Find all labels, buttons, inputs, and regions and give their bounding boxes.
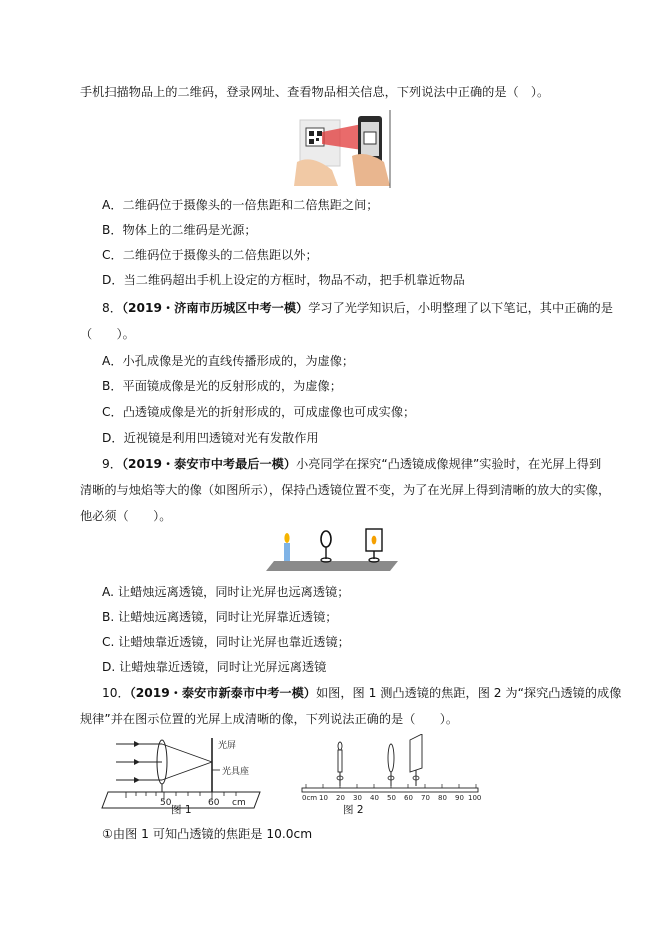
fig2-caption: 图 2 [343,804,364,816]
fig2-tick-50: 50 [387,794,396,802]
fig1-tick-50: 50 [160,798,172,808]
q10-stem-text: 如图，图 1 测凸透镜的焦距，图 2 为“探究凸透镜的成像 [315,686,622,700]
fig1-screen-label: 光屏 [218,741,237,751]
q9-stem [102,456,601,472]
q10-source: （2019・泰安市新泰市中考一模） [129,686,316,700]
q8-option-a: A．小孔成像是光的直线传播形成的，为虚像； [102,354,355,368]
q8-option-c: C．凸透镜成像是光的折射形成的，可成虚像也可成实像； [102,405,416,419]
q8-stem-line2: （ ）。 [80,327,135,341]
q8-stem-text: 学习了光学知识后，小明整理了以下笔记，其中正确的是 [308,301,613,315]
q7-option-c: C．二维码位于摄像头的二倍焦距以外； [102,248,318,262]
fig2-tick-100: 100 [468,794,482,802]
fig1-tick-cm: cm [232,798,246,808]
fig2-tick-20: 20 [336,794,345,802]
q10-stem-line2: 规律”并在图示位置的光屏上成清晰的像，下列说法正确的是（ ）。 [80,712,459,726]
phone-qr-scan-image [292,110,392,188]
q8-stem [102,300,613,316]
q9-stem-line2: 清晰的与烛焰等大的像（如图所示），保持凸透镜位置不变，为了在光屏上得到清晰的放大的实像， [80,483,611,497]
q9-number: 9． [102,457,122,471]
fig2-tick-40: 40 [370,794,379,802]
q10-number: 10． [102,686,130,700]
fig1-tick-60: 60 [208,798,220,808]
fig2-tick-0: 0cm [302,794,318,802]
q7-stem: 手机扫描物品上的二维码，登录网址、查看物品相关信息，下列说法中正确的是（ ）。 [80,85,550,99]
q7-option-a: A．二维码位于摄像头的一倍焦距和二倍焦距之间； [102,198,379,212]
q10-statement-1: ①由图 1 可知凸透镜的焦距是 10.0cm [102,827,313,841]
q9-stem-line3: 他必须（ ）。 [80,509,172,523]
fig2-tick-10: 10 [319,794,328,802]
fig2-tick-30: 30 [353,794,362,802]
q9-option-a: A. 让蜡烛远离透镜，同时让光屏也远离透镜； [102,585,350,599]
fig1-bench-label: 光具座 [222,767,250,777]
q9-option-d: D. 让蜡烛靠近透镜，同时让光屏远离透镜 [102,660,327,674]
optical-bench-image [266,527,406,575]
fig2-tick-80: 80 [438,794,447,802]
figure-2-optical-bench [300,734,482,802]
q8-option-b: B．平面镜成像是光的反射形成的，为虚像； [102,379,342,393]
fig2-tick-70: 70 [421,794,430,802]
q9-source: （2019・泰安市中考最后一模） [121,457,297,471]
q8-option-d: D．近视镜是利用凹透镜对光有发散作用 [102,431,319,445]
fig1-caption: 图 1 [171,804,192,816]
q10-stem [102,685,621,701]
q8-source: （2019・济南市历城区中考一模） [121,301,309,315]
q9-option-c: C. 让蜡烛靠近透镜，同时让光屏也靠近透镜； [102,635,350,649]
q7-option-d: D．当二维码超出手机上设定的方框时，物品不动，把手机靠近物品 [102,273,465,287]
fig2-tick-90: 90 [455,794,464,802]
q9-option-b: B. 让蜡烛远离透镜，同时让光屏靠近透镜； [102,610,338,624]
q8-number: 8． [102,301,122,315]
q7-option-b: B．物体上的二维码是光源； [102,223,257,237]
fig2-tick-60: 60 [404,794,413,802]
q9-stem-text: 小亮同学在探究“凸透镜成像规律”实验时，在光屏上得到 [296,457,602,471]
